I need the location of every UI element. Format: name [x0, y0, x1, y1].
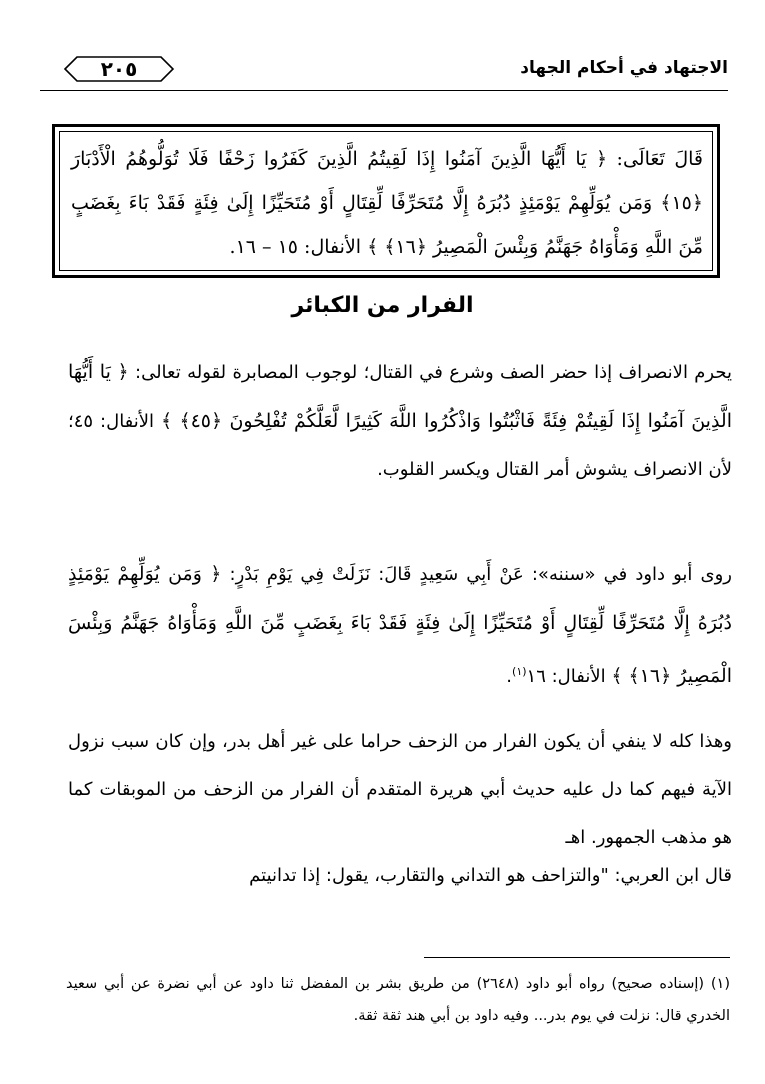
paragraph-1	[68, 348, 732, 494]
paragraph-2-end: .	[506, 666, 513, 687]
page-header	[40, 52, 728, 92]
paragraph-4: قال ابن العربي: "والتزاحف هو التداني والتقارب، يقول: إذا تدانيتم	[249, 865, 732, 886]
paragraph-2	[68, 550, 732, 701]
paragraph-2-text: روى أبو داود في «سننه»: عَنْ أَبِي سَعِيدٍ قَالَ: نَزَلَتْ فِي يَوْمِ بَدْرٍ:	[221, 564, 732, 585]
paragraph-2-quran: ﴿ وَمَن يُوَلِّهِمْ يَوْمَئِذٍ دُبُرَهُ إِلَّا مُتَحَرِّفًا لِّقِتَالٍ أَوْ مُتَحَيِّزًا إِلَىٰ فِئَةٍ فَقَدْ بَاءَ بِغَضَبٍ مِّنَ اللَّهِ وَمَأْوَاهُ جَهَنَّمُ وَبِئْسَ الْمَصِيرُ ﴿١٦﴾ ﴾	[68, 563, 732, 687]
section-title: الفرار من الكبائر	[291, 293, 474, 318]
header-rule	[40, 90, 728, 91]
footnote: (١) (إسناده صحيح) رواه أبو داود (٢٦٤٨) من طريق بشر بن المفضل ثنا داود عن أبي نضرة عن أبي سعيد الخدري قال: نزلت في يوم بدر... وفيه داود بن أبي هند ثقة ثقة.	[66, 976, 730, 1024]
paragraph-2-reference: الأنفال: ١٦	[526, 666, 612, 687]
page-number-badge	[63, 54, 175, 84]
footnote-rule	[424, 957, 730, 958]
paragraph-3: وهذا كله لا ينفي أن يكون الفرار من الزحف حراما على غير أهل بدر، وإن كان سبب نزول الآية فيهم كما دل عليه حديث أبي هريرة المتقدم أن الفرار من الزحف من الموبقات كما هو مذهب الجمهور. اهـ	[68, 731, 732, 848]
footnote-marker[interactable]: (١)	[512, 665, 527, 678]
paragraph-1-text: يحرم الانصراف إذا حضر الصف وشرع في القتال؛ لوجوب المصابرة لقوله تعالى:	[128, 362, 732, 383]
paragraph-1-quran: ﴿ يَا أَيُّهَا الَّذِينَ آمَنُوا إِذَا لَقِيتُمْ فِئَةً فَاثْبُتُوا وَاذْكُرُوا اللَّهَ كَثِيرًا لَّعَلَّكُمْ تُفْلِحُونَ ﴿٤٥﴾ ﴾	[68, 361, 732, 432]
paragraph-1-reference: الأنفال: ٤٥؛ لأن الانصراف يشوش أمر القتال ويكسر القلوب.	[68, 411, 732, 480]
quran-verse-box	[52, 124, 720, 278]
page-number: ٢٠٥	[100, 57, 138, 81]
quran-verse-text: قَالَ تَعَالَى: ﴿ يَا أَيُّهَا الَّذِينَ آمَنُوا إِذَا لَقِيتُمُ الَّذِينَ كَفَرُوا زَحْفًا فَلَا تُوَلُّوهُمُ الْأَدْبَارَ ﴿١٥﴾ وَمَن يُوَلِّهِمْ يَوْمَئِذٍ دُبُرَهُ إِلَّا مُتَحَرِّفًا لِّقِتَالٍ أَوْ مُتَحَيِّزًا إِلَىٰ فِئَةٍ فَقَدْ بَاءَ بِغَضَبٍ مِّنَ اللَّهِ وَمَأْوَاهُ جَهَنَّمُ وَبِئْسَ الْمَصِيرُ ﴿١٦﴾ ﴾ الأنفال: ١٥ – ١٦.	[71, 148, 703, 258]
running-title: الاجتهاد في أحكام الجهاد	[520, 58, 728, 78]
